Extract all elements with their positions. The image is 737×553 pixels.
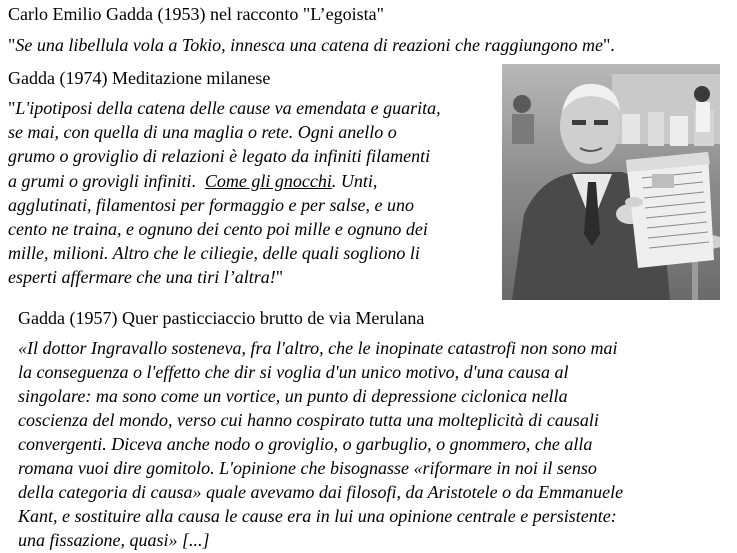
meditazione-line-2: se mai, con quella di una maglia o rete. Ogni anello o — [8, 122, 397, 142]
gadda-newspaper-photo — [502, 64, 720, 300]
pasticciaccio-line-2: la conseguenza o l'effetto che dir si voglia d'un unico motivo, d'una causa al — [18, 362, 569, 382]
quote-close-mark: " — [275, 267, 284, 287]
meditazione-line-7: mille, milioni. Altro che le ciliegie, delle quali sogliono li — [8, 243, 420, 263]
pasticciaccio-line-1: «Il dottor Ingravallo sosteneva, fra l'altro, che le inopinate catastrofi non sono mai — [18, 338, 618, 358]
pasticciaccio-line-5: convergenti. Diceva anche nodo o groviglio, o garbuglio, o gnommero, che alla — [18, 434, 593, 454]
meditazione-line-4-dot: . — [191, 171, 196, 191]
section1-heading: Carlo Emilio Gadda (1953) nel racconto "L’egoista" — [8, 4, 384, 24]
meditazione-line-4-post: . Unti, — [331, 171, 378, 191]
pasticciaccio-line-7: della categoria di causa» quale avevamo dai filosofi, da Aristotele o da Emmanuele — [18, 482, 624, 502]
section3-heading: Gadda (1957) Quer pasticciaccio brutto de via Merulana — [18, 308, 425, 328]
quote-open-mark: " — [8, 98, 16, 118]
pasticciaccio-line-9: una fissazione, quasi» [...] — [18, 530, 210, 550]
quote-close-mark: ". — [602, 35, 615, 55]
tokio-quote-text: Se una libellula vola a Tokio, innesca una catena di reazioni che raggiungono me — [15, 35, 603, 55]
meditazione-line-3: grumo o groviglio di relazioni è legato da infiniti filamenti — [8, 146, 431, 166]
photo-illustration — [502, 64, 720, 300]
section1-quote — [8, 34, 615, 56]
meditazione-line-5: agglutinati, filamentosi per formaggio e per salse, e uno — [8, 195, 414, 215]
pasticciaccio-line-6: romana vuoi dire gomitolo. L'opinione che bisognasse «riformare in noi il senso — [18, 458, 597, 478]
meditazione-line-4 — [8, 170, 377, 192]
meditazione-line-4-pre: a grumi o grovigli infiniti — [8, 171, 192, 191]
section2-heading: Gadda (1974) Meditazione milanese — [8, 68, 271, 88]
pasticciaccio-line-4: coscienza del mondo, verso cui hanno cospirato tutta una molteplicità di causali — [18, 410, 599, 430]
pasticciaccio-line-3: singolare: ma sono come un vortice, un punto di depressione ciclonica nella — [18, 386, 568, 406]
meditazione-line-8-text: esperti affermare che una tiri l’altra! — [8, 267, 276, 287]
meditazione-line-1 — [8, 97, 441, 119]
pasticciaccio-line-8: Kant, e sostituire alla causa le cause era in lui una opinione centrale e persistente: — [18, 506, 617, 526]
meditazione-line-6: cento ne traina, e ognuno dei cento poi mille e ognuno dei — [8, 219, 428, 239]
meditazione-line-8 — [8, 266, 283, 288]
quote-open-mark: " — [8, 35, 16, 55]
gnocchi-link[interactable]: Come gli gnocchi — [204, 171, 332, 191]
meditazione-line-1-text: L'ipotiposi della catena delle cause va emendata e guarita, — [15, 98, 441, 118]
